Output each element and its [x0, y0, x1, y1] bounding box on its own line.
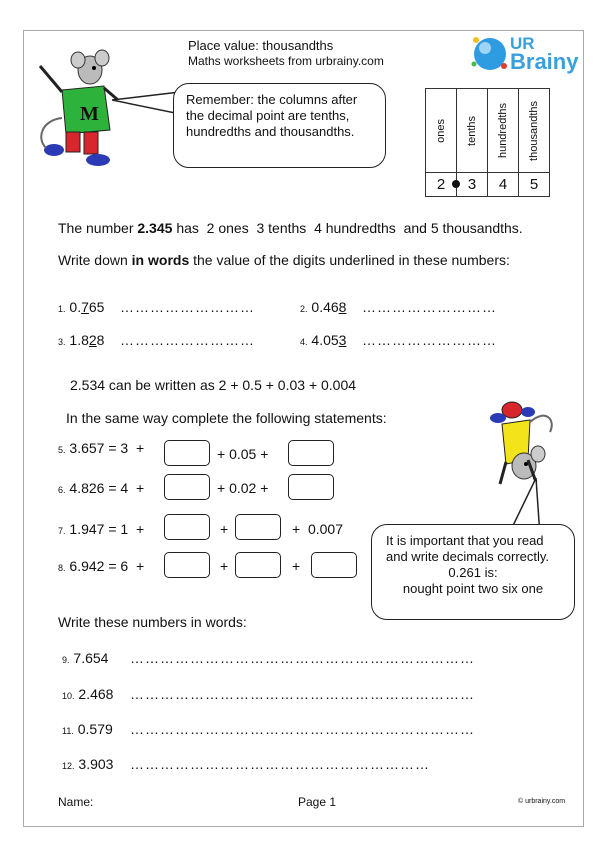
- statement-6: 6. 4.826 = 4 +: [58, 480, 145, 496]
- question-12: 12. 3.903: [62, 756, 114, 772]
- statement-6-mid: + 0.02 +: [217, 480, 269, 496]
- intro-sentence: The number 2.345 has 2 ones 3 tenths 4 hundredths and 5 thousandths.: [58, 220, 523, 236]
- statement-5-mid: + 0.05 +: [217, 446, 269, 462]
- logo-text-ur: UR: [510, 34, 535, 53]
- statement-7: 7. 1.947 = 1 +: [58, 521, 145, 537]
- place-value-table: [425, 88, 550, 197]
- bubble-pointer-icon: [112, 90, 182, 120]
- footer-name-label: Name:: [58, 795, 94, 809]
- important-example-words: nought point two six one: [402, 581, 544, 596]
- answer-box-6b[interactable]: [288, 474, 334, 500]
- footer-page-number: Page 1: [298, 795, 337, 809]
- statement-5: 5. 3.657 = 3 +: [58, 440, 145, 456]
- pv-header-ones: ones: [426, 89, 457, 173]
- answer-box-7b[interactable]: [235, 514, 281, 540]
- question-9: 9. 7.654: [62, 650, 109, 666]
- important-text: It is important that you read and write decimals correctly.: [386, 533, 550, 564]
- answer-line-11[interactable]: ……………………………………………………………: [130, 721, 475, 737]
- answer-line-10[interactable]: ……………………………………………………………: [130, 686, 475, 702]
- important-example: 0.261 is:: [448, 565, 498, 580]
- statement-8-mid2: +: [292, 558, 301, 574]
- answer-line-12[interactable]: ……………………………………………………: [130, 756, 430, 772]
- answer-line-2[interactable]: ………………………: [362, 299, 497, 315]
- answer-line-9[interactable]: ……………………………………………………………: [130, 650, 475, 666]
- pv-digit-hundredths: 4: [488, 173, 519, 197]
- pv-digit-ones: 2: [426, 173, 457, 197]
- answer-line-3[interactable]: ………………………: [120, 332, 255, 348]
- answer-box-8a[interactable]: [164, 552, 210, 578]
- mouse-icon: [32, 48, 120, 168]
- page-title: Place value: thousandths: [188, 38, 334, 53]
- question-3: 3. 1.828: [58, 332, 105, 348]
- question-4: 4. 4.053: [300, 332, 347, 348]
- statement-7-mid2: + 0.007: [292, 521, 343, 537]
- statement-8-mid1: +: [220, 558, 229, 574]
- answer-box-8b[interactable]: [235, 552, 281, 578]
- answer-line-1[interactable]: ………………………: [120, 299, 255, 315]
- question-10: 10. 2.468: [62, 686, 114, 702]
- important-bubble: [371, 524, 575, 620]
- answer-line-4[interactable]: ………………………: [362, 332, 497, 348]
- pv-header-hundredths: hundredths: [488, 89, 519, 173]
- svg-text:M: M: [80, 103, 99, 125]
- instruction-underlined: Write down in words the value of the digits underlined in these numbers:: [58, 252, 510, 268]
- answer-box-8c[interactable]: [311, 552, 357, 578]
- question-11: 11. 0.579: [62, 721, 113, 737]
- page-subtitle: Maths worksheets from urbrainy.com: [188, 54, 384, 68]
- answer-box-5b[interactable]: [288, 440, 334, 466]
- answer-box-6a[interactable]: [164, 474, 210, 500]
- footer-copyright: © urbrainy.com: [518, 798, 566, 805]
- pv-header-thousandths: thousandths: [519, 89, 550, 173]
- answer-box-5a[interactable]: [164, 440, 210, 466]
- example-expansion: 2.534 can be written as 2 + 0.5 + 0.03 + 0.004: [70, 377, 357, 393]
- question-2: 2. 0.468: [300, 299, 347, 315]
- answer-box-7a[interactable]: [164, 514, 210, 540]
- instruction-statements: In the same way complete the following statements:: [66, 410, 387, 426]
- statement-8: 8. 6.942 = 6 +: [58, 558, 145, 574]
- mouse-character-illustration: [32, 48, 120, 173]
- remember-text: Remember: the columns after the decimal point are tenths, hundredths and thousandths.: [186, 92, 358, 139]
- decimal-point-dot: [452, 180, 460, 188]
- question-1: 1. 0.765: [58, 299, 105, 315]
- instruction-words: Write these numbers in words:: [58, 614, 247, 630]
- statement-7-mid1: +: [220, 521, 229, 537]
- pv-digit-tenths: 3: [457, 173, 488, 197]
- remember-bubble: [173, 83, 386, 168]
- logo-text-brainy: Brainy: [510, 49, 579, 74]
- urbrainy-logo: [466, 30, 586, 80]
- pv-header-tenths: tenths: [457, 89, 488, 173]
- pv-digit-thousandths: 5: [519, 173, 550, 197]
